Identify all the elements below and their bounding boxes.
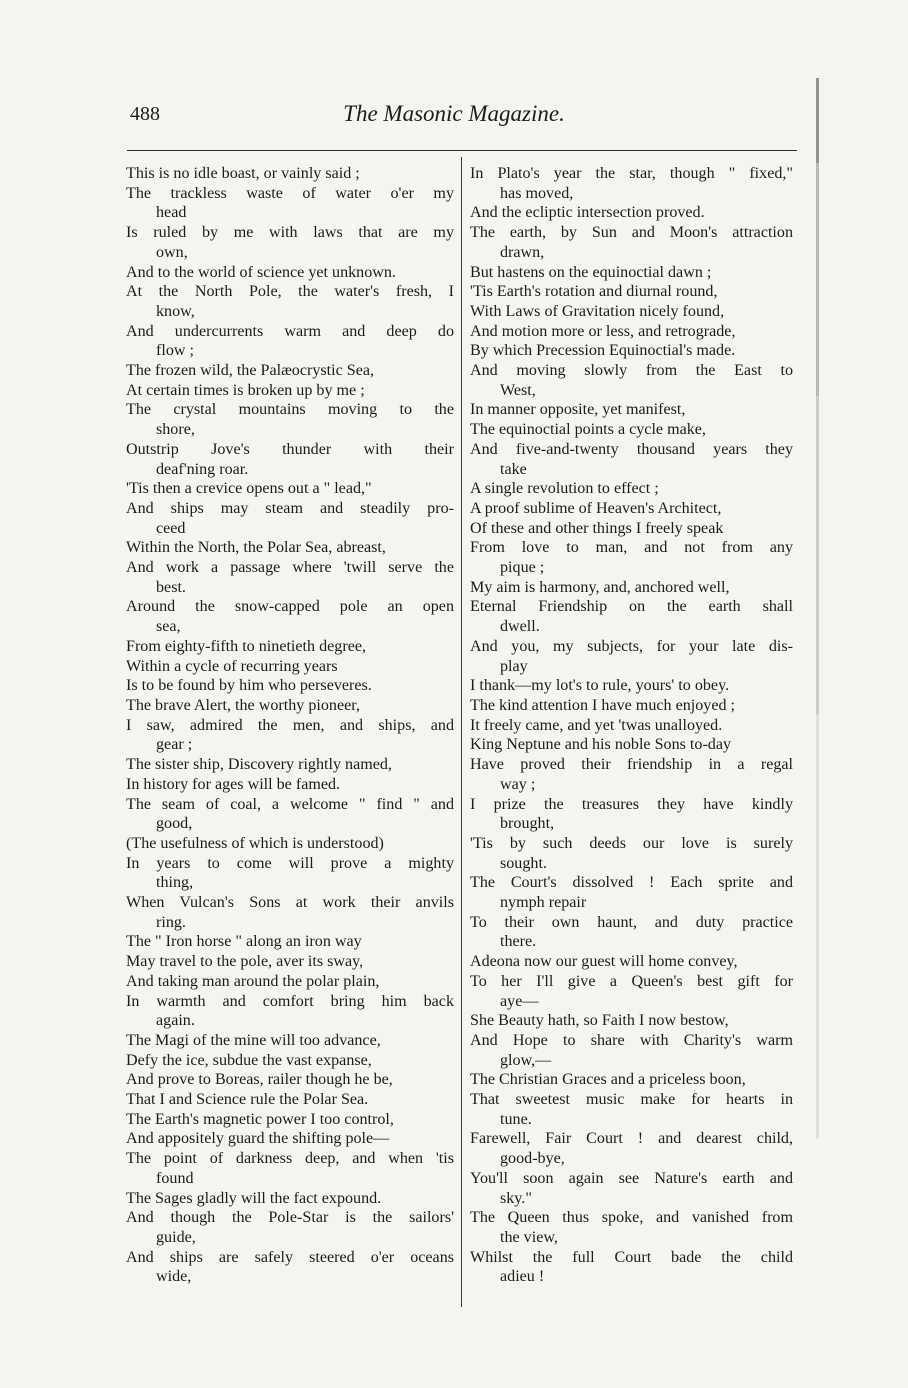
poem-line-text: Outstrip Jove's thunder with their [126, 440, 454, 458]
poem-line-turnover: good-bye, [500, 1150, 565, 1168]
poem-line [126, 676, 454, 696]
poem-line [126, 263, 454, 283]
poem-line-text: In years to come will prove a mighty [126, 854, 454, 872]
poem-line [126, 893, 454, 932]
poem-line [126, 538, 454, 558]
poem-line [470, 1208, 793, 1247]
poem-line-text: Have proved their friendship in a regal [470, 756, 793, 774]
poem-line-text: In manner opposite, yet manifest, [470, 401, 686, 419]
poem-line-text: And taking man around the polar plain, [126, 972, 380, 990]
poem-line [126, 381, 454, 401]
poem-line [470, 676, 793, 696]
poem-line [126, 716, 454, 755]
poem-line-text: When Vulcan's Sons at work their anvils [126, 894, 454, 912]
poem-line [470, 302, 793, 322]
poem-line [470, 263, 793, 283]
poem-line-text: To her I'll give a Queen's best gift for [470, 972, 793, 990]
poem-line [470, 538, 793, 577]
poem-line-text: With Laws of Gravitation nicely found, [470, 302, 725, 320]
poem-line-text: From love to man, and not from any [470, 539, 793, 557]
poem-line-text: It freely came, and yet 'twas unalloyed. [470, 716, 723, 734]
poem-line-text: The trackless waste of water o'er my [126, 184, 454, 202]
poem-line [126, 479, 454, 499]
poem-line-text: My aim is harmony, and, anchored well, [470, 578, 730, 596]
poem-line-text: At certain times is broken up by me ; [126, 381, 365, 399]
poem-line-text: And appositely guard the shifting pole— [126, 1130, 390, 1148]
poem-line [126, 755, 454, 775]
poem-line [126, 1129, 454, 1149]
poem-line-turnover: shore, [156, 421, 195, 439]
poem-line-turnover: head [156, 204, 187, 222]
poem-line [470, 1011, 793, 1031]
poem-line-turnover: own, [156, 243, 188, 261]
poem-line [470, 1090, 793, 1129]
poem-line [470, 519, 793, 539]
poem-line [470, 361, 793, 400]
poem-line-turnover: gear ; [156, 736, 193, 754]
poem-line [470, 322, 793, 342]
poem-line [126, 361, 454, 381]
poem-line-text: May travel to the pole, aver its sway, [126, 953, 364, 971]
poem-line-turnover: has moved, [500, 184, 574, 202]
left-column [126, 164, 454, 1287]
poem-line-text: The seam of coal, a welcome " find " and [126, 795, 454, 813]
poem-line [470, 637, 793, 676]
poem-line-turnover: know, [156, 302, 195, 320]
poem-line-text: To their own haunt, and duty practice [470, 913, 793, 931]
poem-line-text: 'Tis Earth's rotation and diurnal round, [470, 283, 718, 301]
poem-line-turnover: way ; [500, 775, 536, 793]
poem-line-turnover: play [500, 657, 528, 675]
poem-line [126, 1031, 454, 1051]
poem-line-turnover: tune. [500, 1110, 532, 1128]
poem-line-turnover: sea, [156, 618, 181, 636]
poem-line-text: At the North Pole, the water's fresh, I [126, 283, 454, 301]
poem-line [470, 400, 793, 420]
poem-line [126, 932, 454, 952]
poem-line-text: Of these and other things I freely speak [470, 519, 724, 537]
poem-line-text: She Beauty hath, so Faith I now bestow, [470, 1012, 729, 1030]
poem-line-text: The sister ship, Discovery rightly named, [126, 756, 392, 774]
poem-line-turnover: West, [500, 381, 536, 399]
poem-line [470, 578, 793, 598]
poem-line-turnover: brought, [500, 815, 555, 833]
poem-line [470, 1129, 793, 1168]
poem-line-text: In Plato's year the star, though " fixed," [470, 165, 793, 182]
poem-line-text: And the ecliptic intersection proved. [470, 204, 705, 222]
poem-line [470, 499, 793, 519]
poem-line-turnover: glow,— [500, 1051, 552, 1069]
poem-line-turnover: best. [156, 578, 186, 596]
poem-line-text: From eighty-fifth to ninetieth degree, [126, 637, 366, 655]
page-title: The Masonic Magazine. [343, 101, 565, 126]
poem-line-text: King Neptune and his noble Sons to-day [470, 736, 732, 754]
poem-line-text: The earth, by Sun and Moon's attraction [470, 224, 793, 242]
poem-line-text: The Christian Graces and a priceless boon, [470, 1071, 746, 1089]
poem-line-text: A single revolution to effect ; [470, 480, 659, 498]
poem-line-text: Adeona now our guest will home convey, [470, 953, 738, 971]
poem-line [470, 479, 793, 499]
poem-line [126, 1070, 454, 1090]
poem-line [126, 657, 454, 677]
poem-line [470, 223, 793, 262]
poem-line-turnover: there. [500, 933, 537, 951]
poem-line [126, 499, 454, 538]
poem-line [126, 1110, 454, 1130]
poem-line-text: Farewell, Fair Court ! and dearest child, [470, 1130, 793, 1148]
poem-line-turnover: aye— [500, 992, 539, 1010]
page-edge-shadow [816, 78, 819, 1138]
poem-line-text: In warmth and comfort bring him back [126, 992, 454, 1010]
poem-line [126, 400, 454, 439]
poem-line-text: I prize the treasures they have kindly [470, 795, 793, 813]
poem-line [126, 1149, 454, 1188]
poem-line [126, 795, 454, 834]
poem-line [126, 992, 454, 1031]
page-number: 488 [130, 103, 160, 125]
poem-line-turnover: the view, [500, 1228, 558, 1246]
poem-line-text: And ships are safely steered o'er oceans [126, 1248, 454, 1266]
poem-line [126, 1090, 454, 1110]
poem-line [470, 952, 793, 972]
poem-line-text: But hastens on the equinoctial dawn ; [470, 263, 712, 281]
poem-line-text: And work a passage where 'twill serve the [126, 559, 454, 577]
poem-line-text: 'Tis then a crevice opens out a " lead," [126, 480, 372, 498]
poem-line-text: Around the snow-capped pole an open [126, 598, 454, 616]
poem-line [126, 972, 454, 992]
poem-line-text: I thank—my lot's to rule, yours' to obey. [470, 677, 730, 695]
poem-line-text: The kind attention I have much enjoyed ; [470, 696, 736, 714]
poem-line-text: And prove to Boreas, railer though he be, [126, 1071, 393, 1089]
poem-line-turnover: drawn, [500, 243, 545, 261]
poem-line-text: And Hope to share with Charity's warm [470, 1031, 793, 1049]
poem-line-turnover: deaf'ning roar. [156, 460, 249, 478]
poem-line-text: The Court's dissolved ! Each sprite and [470, 874, 793, 892]
poem-line [126, 597, 454, 636]
poem-line-text: You'll soon again see Nature's earth and [470, 1169, 793, 1187]
poem-line [470, 755, 793, 794]
poem-line-text: The " Iron horse " along an iron way [126, 933, 362, 951]
poem-line-text: Within a cycle of recurring years [126, 657, 338, 675]
poem-line-turnover: thing, [156, 874, 194, 892]
poem-line [126, 1248, 454, 1287]
poem-line-text: The point of darkness deep, and when 'tis [126, 1150, 454, 1168]
poem-line [126, 1051, 454, 1071]
poem-line-text: By which Precession Equinoctial's made. [470, 342, 736, 360]
poem-line-text: And moving slowly from the East to [470, 362, 793, 380]
poem-line-turnover: wide, [156, 1268, 192, 1286]
poem-line-text: (The usefulness of which is understood) [126, 834, 384, 852]
header-rule [127, 150, 797, 151]
poem-line-text: This is no idle boast, or vainly said ; [126, 165, 360, 182]
poem-line-turnover: sought. [500, 854, 547, 872]
poem-line-turnover: nymph repair [500, 894, 587, 912]
poem-line-text: The Magi of the mine will too advance, [126, 1031, 381, 1049]
poem-line-text: The crystal mountains moving to the [126, 401, 454, 419]
poem-line [470, 1248, 793, 1287]
poem-line-text: The frozen wild, the Palæocrystic Sea, [126, 362, 375, 380]
poem-line-text: The Earth's magnetic power I too control, [126, 1110, 394, 1128]
poem-line-text: And though the Pole-Star is the sailors' [126, 1209, 454, 1227]
poem-line [470, 341, 793, 361]
poem-line [470, 696, 793, 716]
poem-line-text: In history for ages will be famed. [126, 775, 341, 793]
poem-line [126, 952, 454, 972]
poem-line-text: I saw, admired the men, and ships, and [126, 716, 454, 734]
poem-line [470, 795, 793, 834]
poem-line-text: That I and Science rule the Polar Sea. [126, 1091, 369, 1109]
poem-line-text: 'Tis by such deeds our love is surely [470, 834, 793, 852]
poem-line-text: And five-and-twenty thousand years they [470, 440, 793, 458]
poem-line [470, 873, 793, 912]
poem-line [470, 597, 793, 636]
poem-line [126, 558, 454, 597]
poem-line [470, 972, 793, 1011]
poem-line-text: And ships may steam and steadily pro- [126, 499, 454, 517]
poem-line-turnover: found [156, 1169, 194, 1187]
poem-line [126, 834, 454, 854]
poem-line [470, 164, 793, 203]
poem-line-text: And undercurrents warm and deep do [126, 322, 454, 340]
poem-line-turnover: good, [156, 815, 193, 833]
poem-line-text: The Sages gladly will the fact expound. [126, 1189, 382, 1207]
poem-line [470, 834, 793, 873]
poem-line-turnover: ring. [156, 913, 186, 931]
poem-line-text: The brave Alert, the worthy pioneer, [126, 696, 360, 714]
poem-line [126, 1208, 454, 1247]
poem-line [470, 1169, 793, 1208]
poem-line [126, 322, 454, 361]
poem-line-text: Whilst the full Court bade the child [470, 1248, 793, 1266]
poem-line [126, 854, 454, 893]
poem-line [470, 282, 793, 302]
poem-line [470, 735, 793, 755]
poem-line [126, 1189, 454, 1209]
poem-line-text: Is ruled by me with laws that are my [126, 224, 454, 242]
poem-line [470, 440, 793, 479]
poem-line [470, 913, 793, 952]
poem-line [126, 282, 454, 321]
poem-line-turnover: take [500, 460, 527, 478]
poem-line-text: Defy the ice, subdue the vast expanse, [126, 1051, 372, 1069]
poem-line-text: Eternal Friendship on the earth shall [470, 598, 793, 616]
right-column [470, 164, 793, 1287]
poem-line [126, 440, 454, 479]
poem-line-text: And motion more or less, and retrograde, [470, 322, 736, 340]
poem-line [126, 637, 454, 657]
poem-line-turnover: guide, [156, 1228, 196, 1246]
poem-line-text: The Queen thus spoke, and vanished from [470, 1209, 793, 1227]
poem-line [470, 1031, 793, 1070]
poem-line [470, 716, 793, 736]
poem-line [126, 164, 454, 184]
poem-line-text: A proof sublime of Heaven's Architect, [470, 499, 722, 517]
poem-line-text: Within the North, the Polar Sea, abreast, [126, 539, 386, 557]
poem-line-turnover: flow ; [156, 342, 194, 360]
poem-line-text: The equinoctial points a cycle make, [470, 421, 706, 439]
poem-line-turnover: ceed [156, 519, 186, 537]
poem-line-turnover: dwell. [500, 618, 540, 636]
poem-line [126, 696, 454, 716]
poem-line [470, 420, 793, 440]
poem-line [470, 1070, 793, 1090]
poem-line [126, 775, 454, 795]
poem-line-turnover: pique ; [500, 559, 545, 577]
column-divider [461, 157, 462, 1307]
poem-line-text: Is to be found by him who perseveres. [126, 677, 372, 695]
poem-line-turnover: sky." [500, 1189, 532, 1207]
poem-line-turnover: adieu ! [500, 1268, 545, 1286]
poem-line-turnover: again. [156, 1012, 195, 1030]
poem-line-text: That sweetest music make for hearts in [470, 1091, 793, 1109]
poem-line-text: And you, my subjects, for your late dis- [470, 637, 793, 655]
poem-line [470, 203, 793, 223]
poem-line [126, 223, 454, 262]
poem-line-text: And to the world of science yet unknown. [126, 263, 396, 281]
poem-line [126, 184, 454, 223]
